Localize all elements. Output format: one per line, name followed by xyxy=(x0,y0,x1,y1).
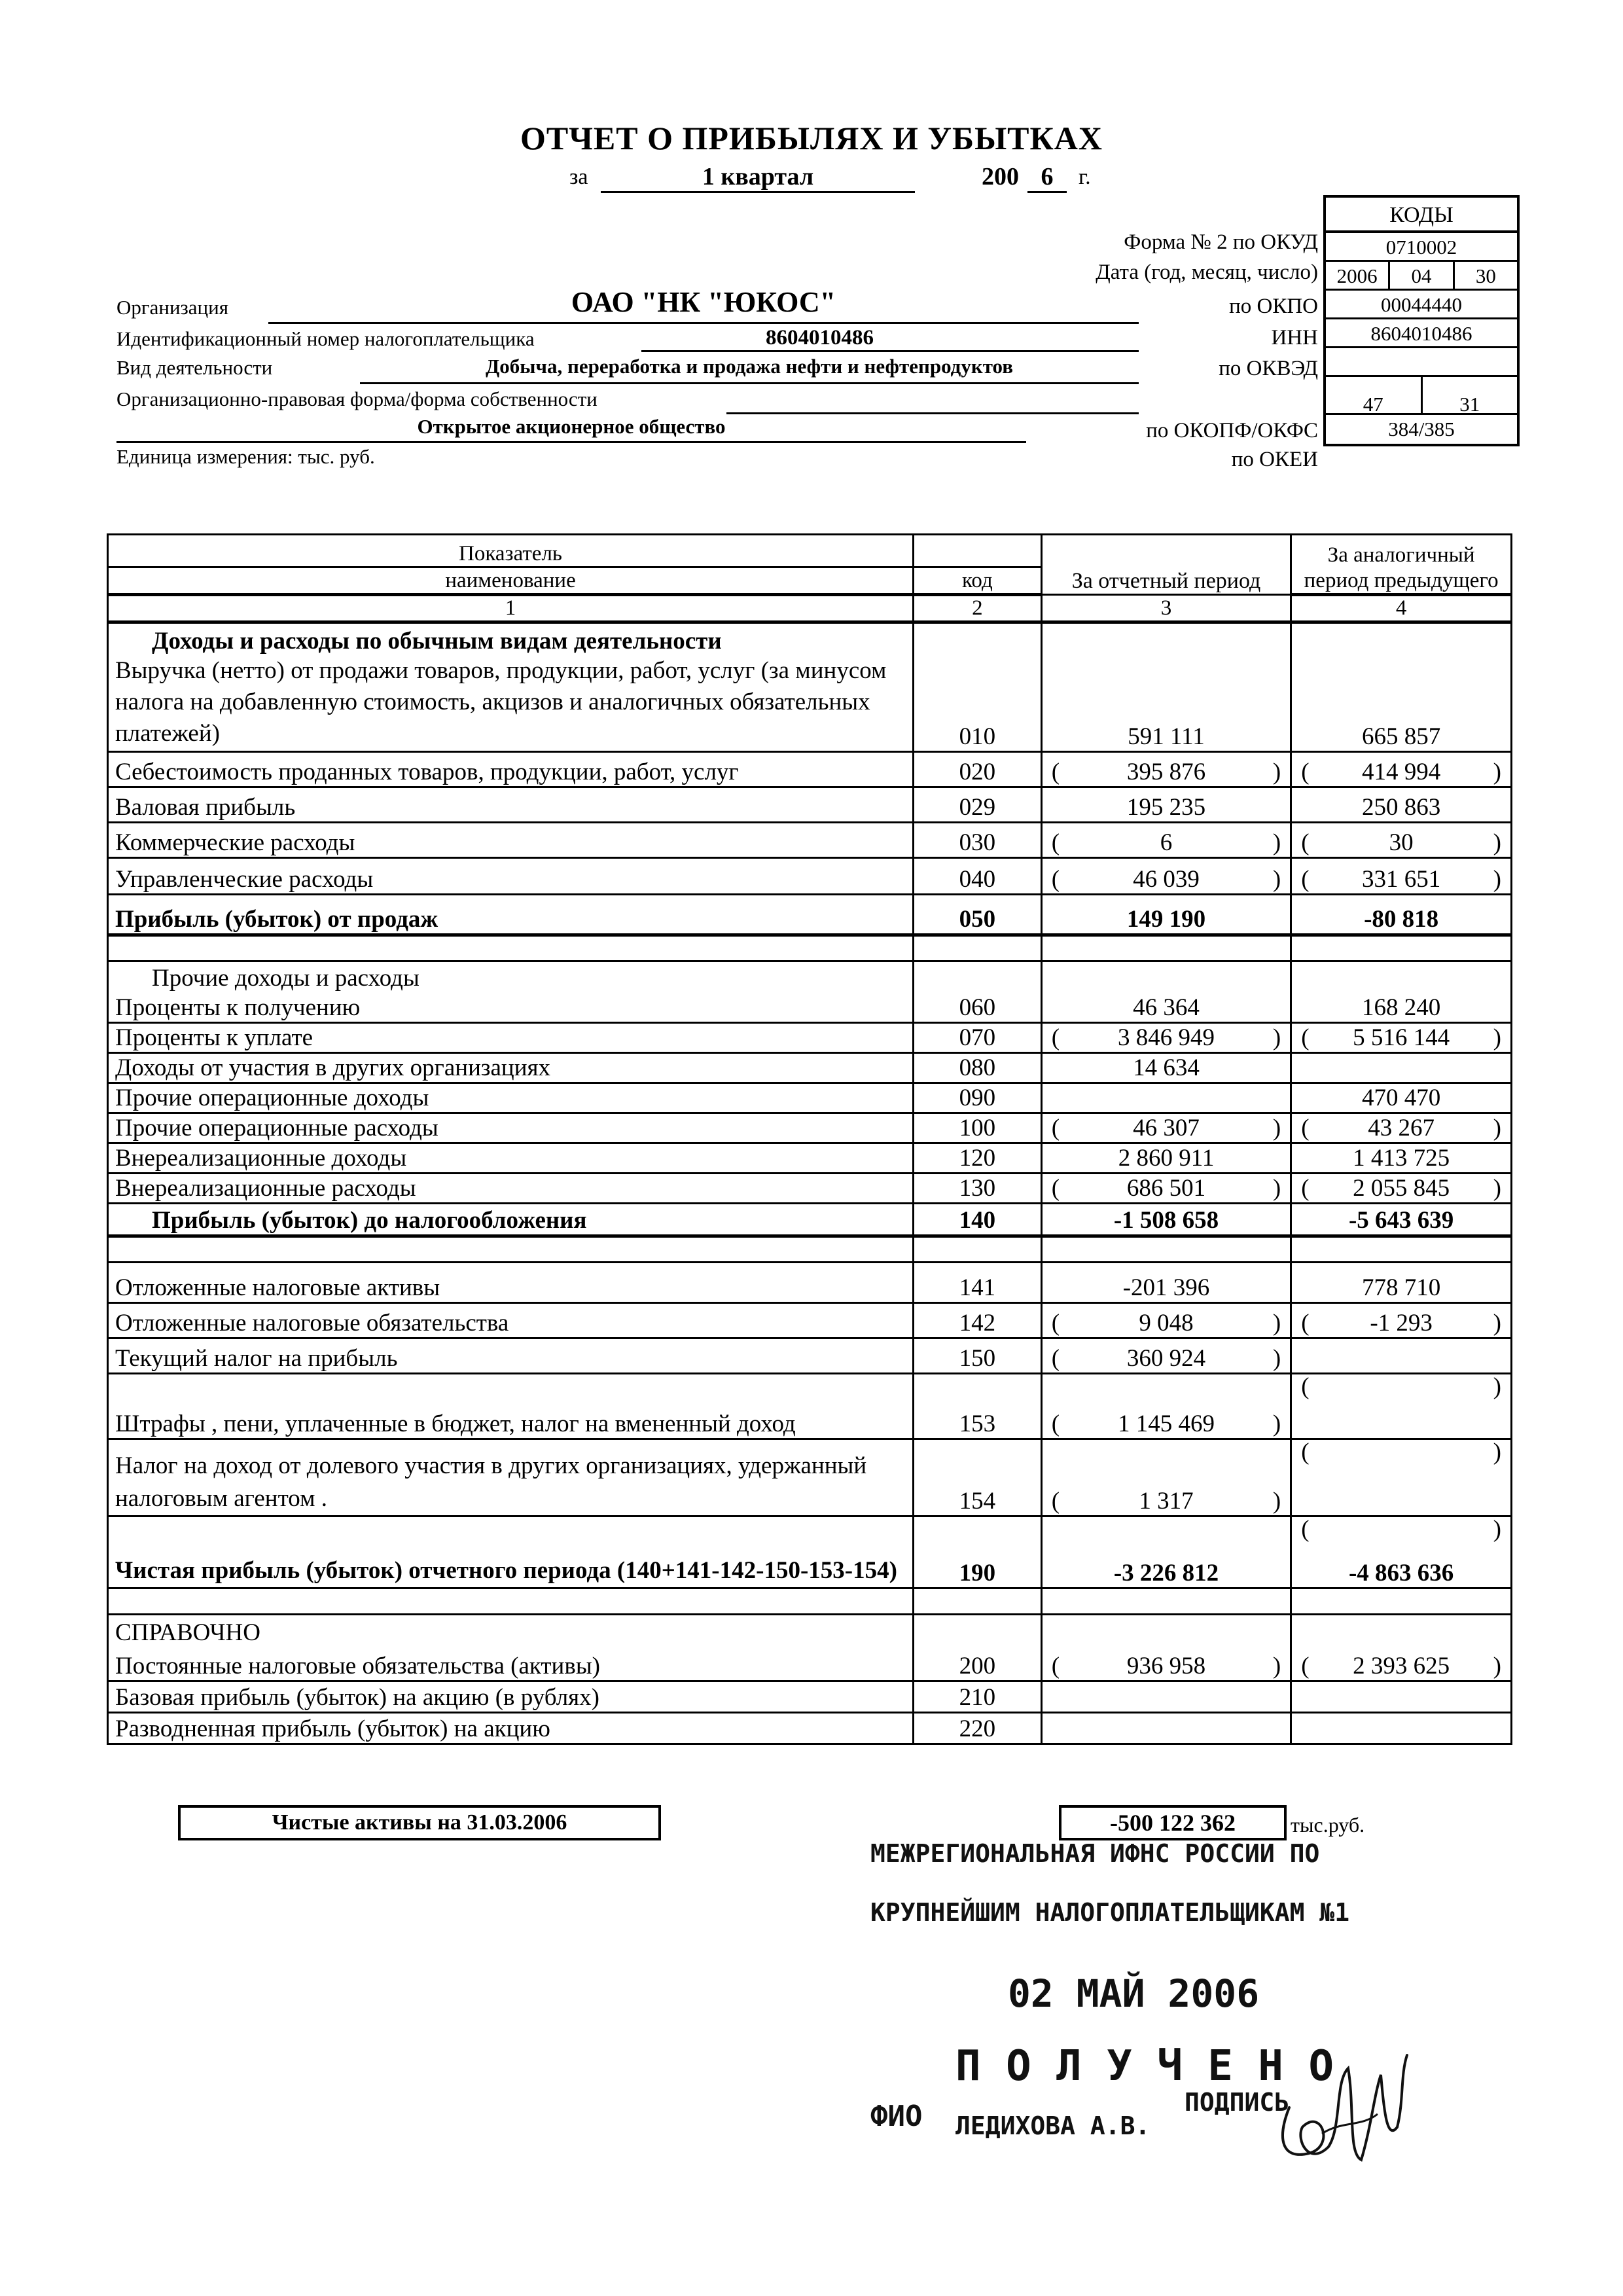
org-label: Организация xyxy=(116,296,228,319)
table-row: Себестоимость проданных товаров, продукции, работ, услуг 020 ( 395 876 ) ( 414 994 ) xyxy=(108,751,1512,787)
table-row: Валовая прибыль 029 195 235 250 863 xyxy=(108,787,1512,822)
report-title: ОТЧЕТ О ПРИБЫЛЯХ И УБЫТКАХ xyxy=(520,120,1103,156)
table-row: Внереализационные расходы 130 ( 686 501 ) ( 2 055 845 ) xyxy=(108,1173,1512,1203)
okved-code xyxy=(1326,348,1517,377)
table-row: Доходы от участия в других организациях 080 14 634 xyxy=(108,1052,1512,1083)
section-heading: СПРАВОЧНО xyxy=(108,1614,1512,1647)
inn-label: Идентификационный номер налогоплательщика xyxy=(116,327,535,350)
stamp-date: 02 МАЙ 2006 xyxy=(1008,1971,1260,2016)
table-row: Штрафы , пени, уплаченные в бюджет, налог на вмененный доход 153 ( 1 145 469 ) ( ) xyxy=(108,1373,1512,1439)
codes-box xyxy=(1323,195,1520,446)
table-row: Проценты к получению 060 46 364 168 240 xyxy=(108,992,1512,1022)
net-assets-unit: тыс.руб. xyxy=(1291,1813,1365,1837)
section-heading: Доходы и расходы по обычным видам деятельности xyxy=(108,622,1512,655)
inn-value: 8604010486 xyxy=(641,326,1139,352)
codes-title: КОДЫ xyxy=(1326,198,1517,233)
year-digit: 6 xyxy=(1027,162,1067,193)
table-header-row xyxy=(108,535,1512,567)
header-current: За отчетный период xyxy=(1041,535,1291,595)
header-name: наименование xyxy=(108,567,914,595)
legal-form-value: Открытое акционерное общество xyxy=(116,415,1026,443)
table-row: Отложенные налоговые обязательства 142 ( 9 048 ) ( -1 293 ) xyxy=(108,1302,1512,1338)
legal-form-line xyxy=(726,386,1139,414)
table-row: Чистая прибыль (убыток) отчетного периода (140+141-142-150-153-154) 190 -3 226 812 -4 863 636 xyxy=(108,1516,1512,1588)
header-prev-1: За аналогичный xyxy=(1291,535,1512,567)
unit-label: Единица измерения: тыс. руб. xyxy=(116,445,375,468)
handwritten-signature xyxy=(1263,2029,1420,2173)
date-label: Дата (год, месяц, число) xyxy=(1096,260,1318,284)
stamp-authority-line2: КРУПНЕЙШИМ НАЛОГОПЛАТЕЛЬЩИКАМ №1 xyxy=(870,1898,1350,1927)
activity-value: Добыча, переработка и продажа нефти и нефтепродуктов xyxy=(360,355,1139,384)
net-assets-value: -500 122 362 xyxy=(1059,1805,1287,1840)
income-statement-table xyxy=(107,533,1512,1745)
stamp-authority-line1: МЕЖРЕГИОНАЛЬНАЯ ИФНС РОССИИ ПО xyxy=(870,1839,1320,1868)
net-assets-label: Чистые активы на 31.03.2006 xyxy=(178,1805,661,1840)
table-row: Отложенные налоговые активы 141 -201 396 778 710 xyxy=(108,1262,1512,1302)
okei-label: по ОКЕИ xyxy=(1231,448,1318,471)
year-suffix: г. xyxy=(1079,165,1091,189)
okved-label: по ОКВЭД xyxy=(1219,357,1318,380)
col-number: 2 xyxy=(914,595,1042,622)
okpo-label: по ОКПО xyxy=(1229,295,1318,318)
inn-code: 8604010486 xyxy=(1326,319,1517,348)
okei-code: 384/385 xyxy=(1388,418,1455,440)
table-row: Прочие операционные доходы 090 470 470 xyxy=(108,1083,1512,1113)
col-number: 4 xyxy=(1291,595,1512,622)
table-row: Прибыль (убыток) до налогообложения 140 -1 508 658 -5 643 639 xyxy=(108,1203,1512,1236)
stamp-fio-value: ЛЕДИХОВА А.В. xyxy=(955,2111,1150,2140)
table-row: Коммерческие расходы 030 ( 6 ) ( 30 ) xyxy=(108,822,1512,857)
table-row: Проценты к уплате 070 ( 3 846 949 ) ( 5 516 144 ) xyxy=(108,1022,1512,1052)
table-row: Базовая прибыль (убыток) на акцию (в рублях) 210 xyxy=(108,1681,1512,1712)
table-row: Выручка (нетто) от продажи товаров, продукции, работ, услуг (за минусом налога на добавленную стоимость, акцизов и аналогичных обязательных платежей) 010 591 111 665 857 xyxy=(108,655,1512,752)
activity-label: Вид деятельности xyxy=(116,356,273,379)
col-number: 3 xyxy=(1041,595,1291,622)
okud-label: Форма № 2 по ОКУД xyxy=(1124,230,1318,254)
period-value: 1 квартал xyxy=(601,162,915,193)
col-number: 1 xyxy=(108,595,914,622)
stamp-received: П О Л У Ч Е Н О xyxy=(955,2042,1334,2090)
period-prefix: за xyxy=(569,165,588,189)
inn-code-label: ИНН xyxy=(1271,326,1318,350)
header-code: код xyxy=(914,567,1042,595)
report-date: 2006 04 30 xyxy=(1326,262,1517,291)
okpo-code: 00044440 xyxy=(1326,291,1517,319)
header-indicator: Показатель xyxy=(108,535,914,567)
table-row: Внереализационные доходы 120 2 860 911 1 413 725 xyxy=(108,1143,1512,1173)
table-row: Управленческие расходы 040 ( 46 039 ) ( 331 651 ) xyxy=(108,857,1512,894)
okud-code: 0710002 xyxy=(1326,233,1517,262)
table-row: Прибыль (убыток) от продаж 050 149 190 -80 818 xyxy=(108,894,1512,935)
okopf-label: по ОКОПФ/ОКФС xyxy=(1146,419,1318,442)
table-row: Текущий налог на прибыль 150 ( 360 924 ) ( ) xyxy=(108,1338,1512,1373)
table-row: Налог на доход от долевого участия в других организациях, удержанный налоговым агентом . 154 ( 1 317 ) ( ) xyxy=(108,1439,1512,1516)
legal-form-label: Организационно-правовая форма/форма собственности xyxy=(116,387,597,410)
section-heading: Прочие доходы и расходы xyxy=(108,961,1512,992)
table-row: Прочие операционные расходы 100 ( 46 307 ) ( 43 267 ) xyxy=(108,1113,1512,1143)
header-prev-2: период предыдущего xyxy=(1291,567,1512,595)
stamp-fio-label: ФИО xyxy=(870,2100,923,2133)
table-row: Разводненная прибыль (убыток) на акцию 220 xyxy=(108,1712,1512,1744)
year-prefix: 200 xyxy=(982,163,1019,190)
okopf-okfs-code: 47 31 xyxy=(1326,377,1517,415)
org-name: ОАО "НК "ЮКОС" xyxy=(268,285,1139,324)
table-row: Постоянные налоговые обязательства (активы) 200 ( 936 958 ) ( 2 393 625 ) xyxy=(108,1647,1512,1681)
stamp-signature-label: ПОДПИСЬ xyxy=(1185,2088,1290,2117)
